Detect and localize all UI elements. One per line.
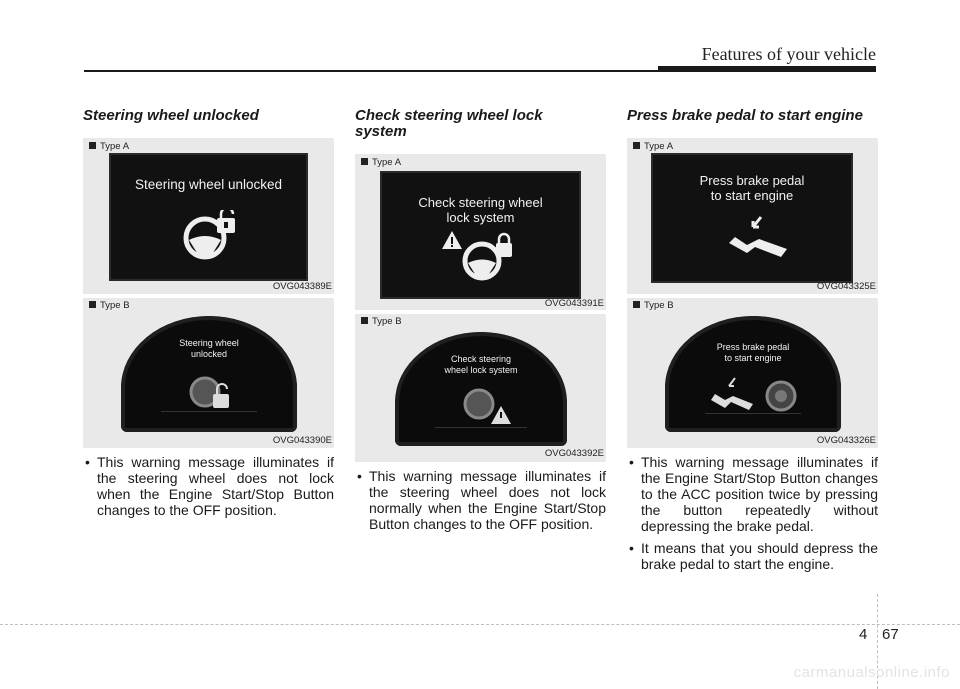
- figure-code: OVG043390E: [272, 435, 332, 446]
- bullet-list: [355, 468, 606, 538]
- figure-code: OVG043325E: [816, 281, 876, 292]
- steering-lock-warning-icon: [440, 229, 526, 285]
- bullet-list: [83, 454, 334, 524]
- display-message: Press brake pedal to start engine: [699, 173, 805, 203]
- bullet-square-icon: [89, 142, 96, 149]
- bullet-item: • This warning message illuminates if the steering wheel does not lock normally when the Engine Start/Stop Button changes to the OFF position.: [355, 468, 606, 532]
- watermark: carmanualsonline.info: [793, 664, 950, 681]
- figure-type-a: [83, 138, 334, 294]
- bullet-square-icon: [633, 142, 640, 149]
- figure-code: OVG043326E: [816, 435, 876, 446]
- steering-unlock-icon: [187, 372, 233, 412]
- cluster-display: [651, 153, 853, 283]
- type-a-label: Type A: [89, 141, 129, 152]
- type-b-label: Type B: [361, 316, 402, 327]
- display-message: Press brake pedal to start engine: [716, 342, 790, 363]
- type-a-label: Type A: [633, 141, 673, 152]
- type-a-label: Type A: [361, 157, 401, 168]
- column-press-brake: [627, 107, 878, 572]
- display-message: Check steering wheel lock system: [418, 195, 543, 225]
- bullet-square-icon: [361, 317, 368, 324]
- display-message: Steering wheel unlocked: [134, 177, 283, 192]
- cluster-display: [109, 153, 308, 281]
- page-number: 67: [882, 626, 899, 643]
- heading-check-lock: Check steering wheel lock system: [355, 107, 543, 140]
- type-b-label: Type B: [633, 300, 674, 311]
- footer-rule: [0, 624, 960, 625]
- heading-steering-unlocked: Steering wheel unlocked: [83, 107, 259, 124]
- figure-code: OVG043392E: [544, 448, 604, 459]
- cluster-gauge-display: [395, 332, 567, 446]
- cluster-gauge-display: [121, 316, 297, 432]
- steering-lock-warning-icon: [461, 384, 513, 428]
- bullet-item: • This warning message illuminates if the Engine Start/Stop Button changes to the ACC position twice by pressing the button repeatedly without depressing the brake pedal.: [627, 454, 878, 534]
- bullet-square-icon: [633, 301, 640, 308]
- chapter-number: 4: [859, 626, 868, 643]
- figure-code: OVG043389E: [272, 281, 332, 292]
- bullet-item: • It means that you should depress the brake pedal to start the engine.: [627, 540, 878, 572]
- display-message: Check steering wheel lock system: [444, 354, 518, 375]
- brake-pedal-start-button-icon: [705, 372, 805, 416]
- display-message: Steering wheel unlocked: [179, 338, 239, 359]
- bullet-item: • This warning message illuminates if the steering wheel does not lock when the Engine Start/Stop Button changes to the OFF position.: [83, 454, 334, 518]
- figure-code: OVG043391E: [544, 298, 604, 309]
- figure-type-a: [627, 138, 878, 294]
- bullet-list: [627, 454, 878, 578]
- bullet-square-icon: [361, 158, 368, 165]
- type-b-label: Type B: [89, 300, 130, 311]
- figure-type-b: [627, 298, 878, 448]
- heading-press-brake: Press brake pedal to start engine: [627, 107, 863, 124]
- figure-type-b: [355, 314, 606, 462]
- cluster-display: [380, 171, 581, 299]
- figure-type-b: [83, 298, 334, 448]
- bullet-square-icon: [89, 301, 96, 308]
- figure-type-a: [355, 154, 606, 310]
- brake-pedal-icon: [725, 213, 795, 269]
- header-rule-accent: [658, 66, 876, 72]
- cluster-gauge-display: [665, 316, 841, 432]
- section-title: Features of your vehicle: [701, 44, 876, 64]
- column-check-lock: [355, 107, 606, 532]
- column-steering-unlocked: [83, 107, 334, 518]
- steering-unlock-icon: [181, 210, 245, 262]
